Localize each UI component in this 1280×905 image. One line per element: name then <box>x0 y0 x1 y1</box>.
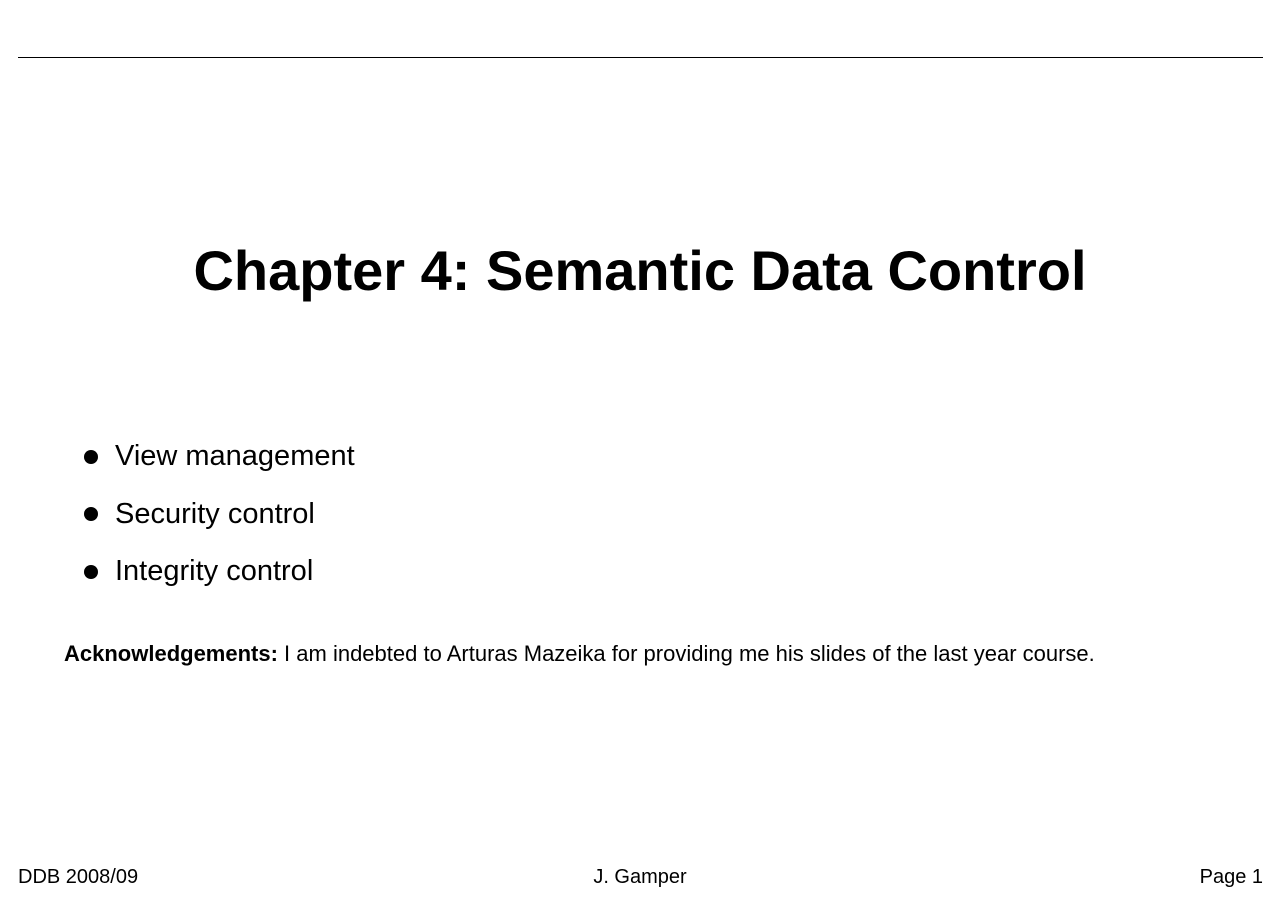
acknowledgement <box>64 640 1095 668</box>
bullet-list <box>82 428 355 601</box>
footer-author: J. Gamper <box>593 866 687 888</box>
bullet-icon <box>84 450 98 464</box>
acknowledgement-label: Acknowledgements: <box>64 641 278 666</box>
list-item <box>82 543 355 601</box>
acknowledgement-text: I am indebted to Arturas Mazeika for providing me his slides of the last year course. <box>277 641 1095 666</box>
slide-title: Chapter 4: Semantic Data Control <box>193 239 1087 302</box>
footer-page-number: Page 1 <box>1199 866 1263 888</box>
bullet-label-view-management: View management <box>115 440 355 473</box>
header-rule <box>18 57 1263 58</box>
bullet-icon <box>84 507 98 521</box>
footer-course: DDB 2008/09 <box>18 866 139 888</box>
bullet-label-integrity-control: Integrity control <box>115 555 314 588</box>
bullet-label-security-control: Security control <box>115 497 315 530</box>
bullet-icon <box>84 565 98 579</box>
list-item <box>82 486 355 544</box>
list-item <box>82 428 355 486</box>
